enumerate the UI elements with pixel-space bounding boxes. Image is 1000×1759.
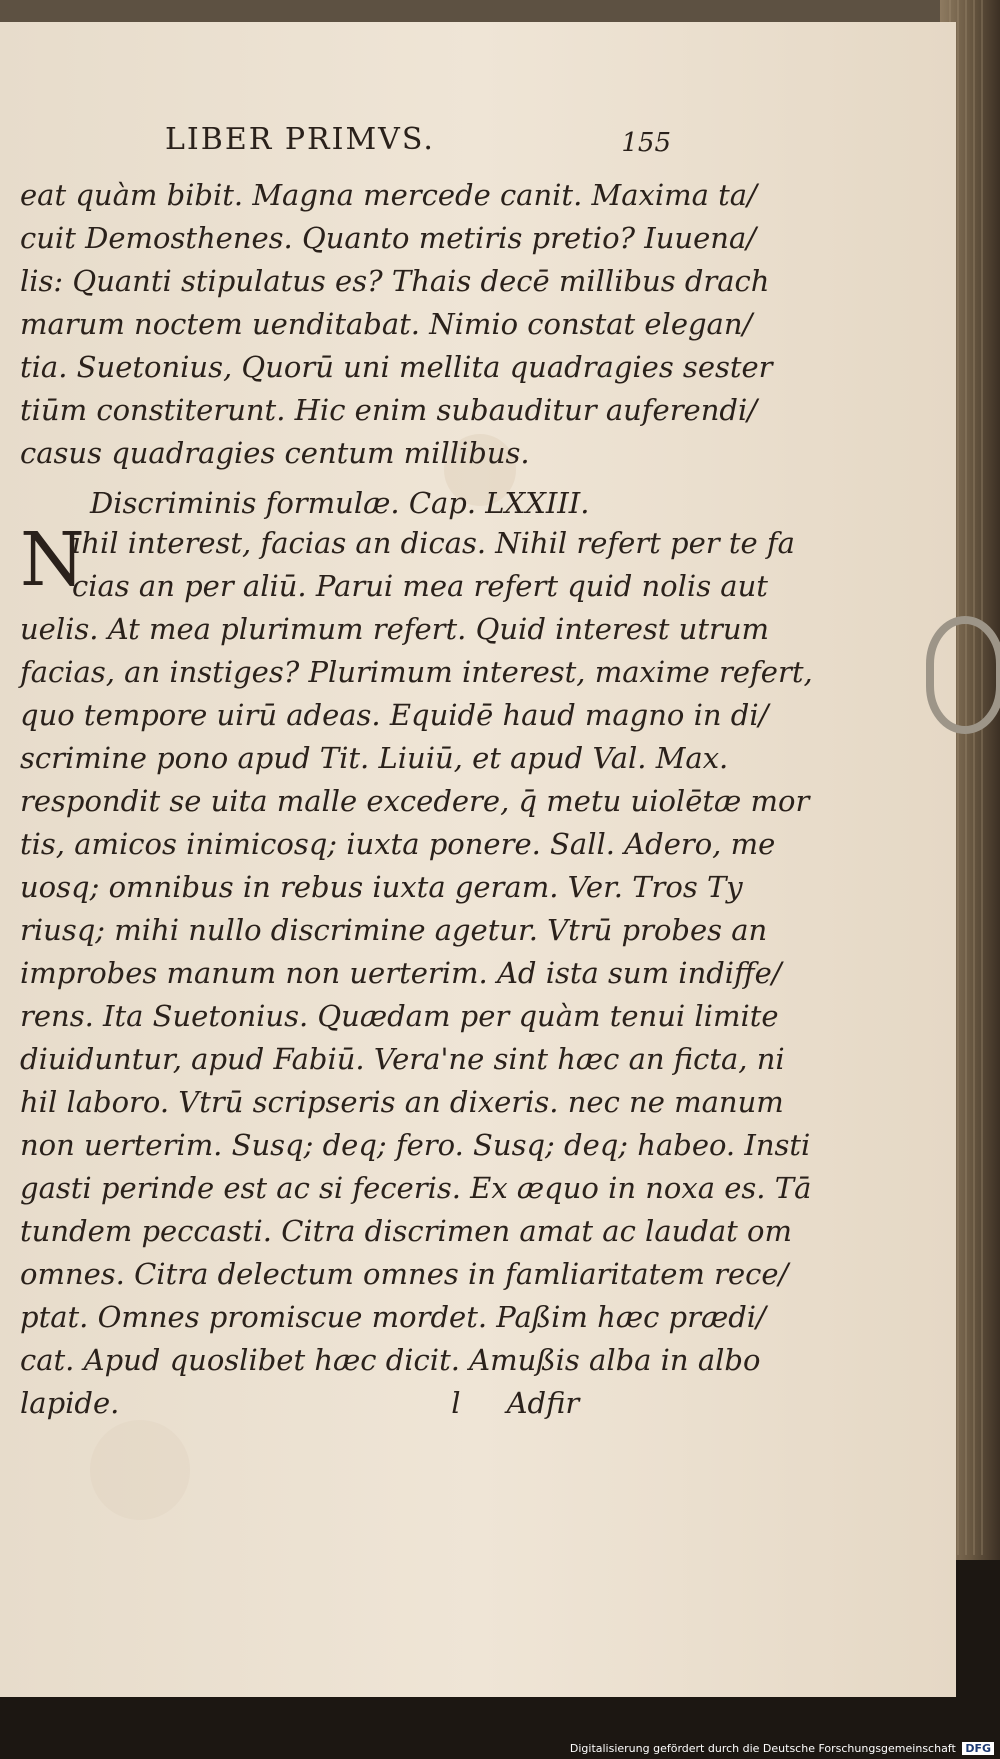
text-line: quo tempore uirū adeas. Equidē haud magno in di/ xyxy=(20,698,769,732)
credit-text: Digitalisierung gefördert durch die Deutsche Forschungsgemeinschaft xyxy=(569,1742,956,1755)
text-line: cat. Apud quoslibet hæc dicit. Amußis alba in albo xyxy=(20,1343,761,1377)
text-line: rens. Ita Suetonius. Quædam per quàm tenui limite xyxy=(20,999,779,1033)
text-line: lis: Quanti stipulatus es? Thais decē millibus drach xyxy=(20,264,770,298)
text-line: ihil interest, facias an dicas. Nihil refert per te fa xyxy=(72,526,795,560)
drop-cap: N xyxy=(20,517,85,603)
text-line: cias an per aliū. Parui mea refert quid nolis aut xyxy=(72,569,768,603)
text-line: ptat. Omnes promiscue mordet. Paßim hæc prædi/ xyxy=(20,1300,766,1334)
text-line: casus quadragies centum millibus. xyxy=(20,436,530,470)
text-line: lapide. l Adfir xyxy=(20,1386,580,1420)
text-line: omnes. Citra delectum omnes in famliaritatem rece/ xyxy=(20,1257,789,1291)
text-line: uosq; omnibus in rebus iuxta geram. Ver. Tros Ty xyxy=(20,870,743,904)
chapter-heading: Discriminis formulæ. Cap. LXXIII. xyxy=(90,486,590,520)
text-line: tia. Suetonius, Quorū uni mellita quadragies sester xyxy=(20,350,773,384)
text-line: uelis. At mea plurimum refert. Quid interest utrum xyxy=(20,612,770,646)
text-line: tiūm constiterunt. Hic enim subauditur auferendi/ xyxy=(20,393,758,427)
text-line: eat quàm bibit. Magna mercede canit. Maxima ta/ xyxy=(20,178,757,212)
page-number: 155 xyxy=(621,128,671,158)
text-line: respondit se uita malle excedere, q̄ metu uiolētæ mor xyxy=(20,784,810,818)
text-line: marum noctem uenditabat. Nimio constat elegan/ xyxy=(20,307,753,341)
text-line: scrimine pono apud Tit. Liuiū, et apud Val. Max. xyxy=(20,741,729,775)
text-line: diuiduntur, apud Fabiū. Vera'ne sint hæc an ficta, ni xyxy=(20,1042,785,1076)
text-line: facias, an instiges? Plurimum interest, maxime refert, xyxy=(20,655,813,689)
text-line: improbes manum non uerterim. Ad ista sum indiffe/ xyxy=(20,956,782,990)
digitization-credit xyxy=(570,1742,994,1755)
text-line: tis, amicos inimicosq; iuxta ponere. Sall. Adero, me xyxy=(20,827,776,861)
text-line: hil laboro. Vtrū scripseris an dixeris. nec ne manum xyxy=(20,1085,784,1119)
text-line: cuit Demosthenes. Quanto metiris pretio? Iuuena/ xyxy=(20,221,757,255)
text-line: gasti perinde est ac si feceris. Ex æquo in noxa es. Tā xyxy=(20,1171,812,1205)
text-line: riusq; mihi nullo discrimine agetur. Vtrū probes an xyxy=(20,913,768,947)
text-line: non uerterim. Susq; deq; fero. Susq; deq; habeo. Insti xyxy=(20,1128,811,1162)
dfg-logo: DFG xyxy=(962,1742,994,1755)
text-line: tundem peccasti. Citra discrimen amat ac laudat om xyxy=(20,1214,792,1248)
running-head xyxy=(145,122,685,162)
running-title: LIBER PRIMVS. xyxy=(165,122,435,157)
